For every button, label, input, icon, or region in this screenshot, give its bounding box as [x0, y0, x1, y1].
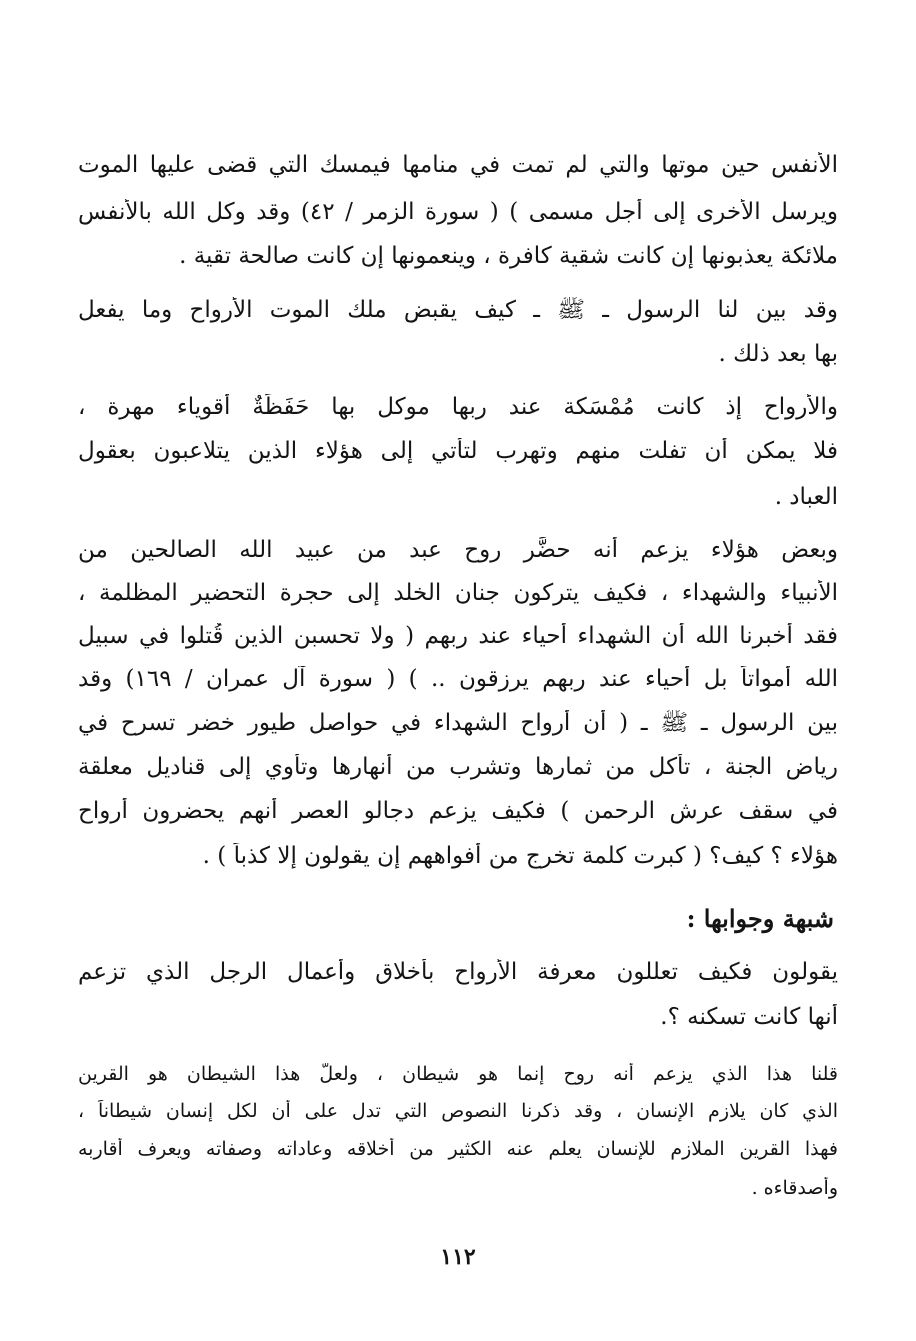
- text-line: يقولون فكيف تعللون معرفة الأرواح بأخلاق وأعمال الرجل الذي تزعم: [78, 959, 838, 985]
- text-line: فقد أخبرنا الله أن الشهداء أحياء عند ربهم ( ولا تحسبن الذين قُتلوا في سبيل: [78, 623, 838, 649]
- text-line: وأصدقاءه .: [751, 1177, 838, 1199]
- text-line: هؤلاء ؟ كيف؟ ( كبرت كلمة تخرج من أفواههم إن يقولون إلا كذباً ) .: [202, 843, 838, 869]
- text-line: الأنبياء والشهداء ، فكيف يتركون جنان الخلد إلى حجرة التحضير المظلمة ،: [78, 580, 838, 606]
- text-line: بها بعد ذلك .: [718, 341, 838, 367]
- text-line: فهذا القرين الملازم للإنسان يعلم عنه الكثير من أخلاقه وعاداته وصفاته ويعرف أقاربه: [78, 1138, 838, 1160]
- text-line: والأرواح إذ كانت مُمْسَكة عند ربها موكل بها حَفَظَةٌ أقوياء مهرة ،: [78, 394, 838, 420]
- text-line: الله أمواتاً بل أحياء عند ربهم يرزقون .. ) ( سورة آل عمران / ١٦٩) وقد: [78, 666, 838, 692]
- text-line: العباد .: [774, 484, 838, 510]
- text-line: رياض الجنة ، تأكل من ثمارها وتشرب من أنهارها وتأوي إلى قناديل معلقة: [78, 754, 838, 780]
- text-line: وبعض هؤلاء يزعم أنه حضَّر روح عبد من عبيد الله الصالحين من: [78, 537, 838, 563]
- text-line: الأنفس حين موتها والتي لم تمت في منامها فيمسك التي قضى عليها الموت: [78, 152, 838, 178]
- text-line: ويرسل الأخرى إلى أجل مسمى ) ( سورة الزمر / ٤٢) وقد وكل الله بالأنفس: [78, 199, 838, 225]
- text-line: أنها كانت تسكنه ؟.: [660, 1004, 838, 1030]
- text-line: في سقف عرش الرحمن ) فكيف يزعم دجالو العصر أنهم يحضرون أرواح: [78, 798, 838, 824]
- text-line: قلنا هذا الذي يزعم أنه روح إنما هو شيطان ، ولعلَّ هذا الشيطان هو القرين: [78, 1063, 838, 1085]
- text-line: وقد بين لنا الرسول ـ ﷺ ـ كيف يقبض ملك الموت الأرواح وما يفعل: [78, 297, 838, 323]
- text-line: الذي كان يلازم الإنسان ، وقد ذكرنا النصوص التي تدل على أن لكل إنسان شيطاناً ،: [78, 1100, 838, 1122]
- text-line: ملائكة يعذبونها إن كانت شقية كافرة ، وينعمونها إن كانت صالحة تقية .: [179, 243, 838, 269]
- section-heading: شبهة وجوابها :: [686, 904, 834, 933]
- text-line: بين الرسول ـ ﷺ ـ ( أن أرواح الشهداء في حواصل طيور خضر تسرح في: [78, 710, 838, 736]
- page-number: ١١٢: [440, 1244, 476, 1270]
- text-line: فلا يمكن أن تفلت منهم وتهرب لتأتي إلى هؤلاء الذين يتلاعبون بعقول: [78, 438, 838, 464]
